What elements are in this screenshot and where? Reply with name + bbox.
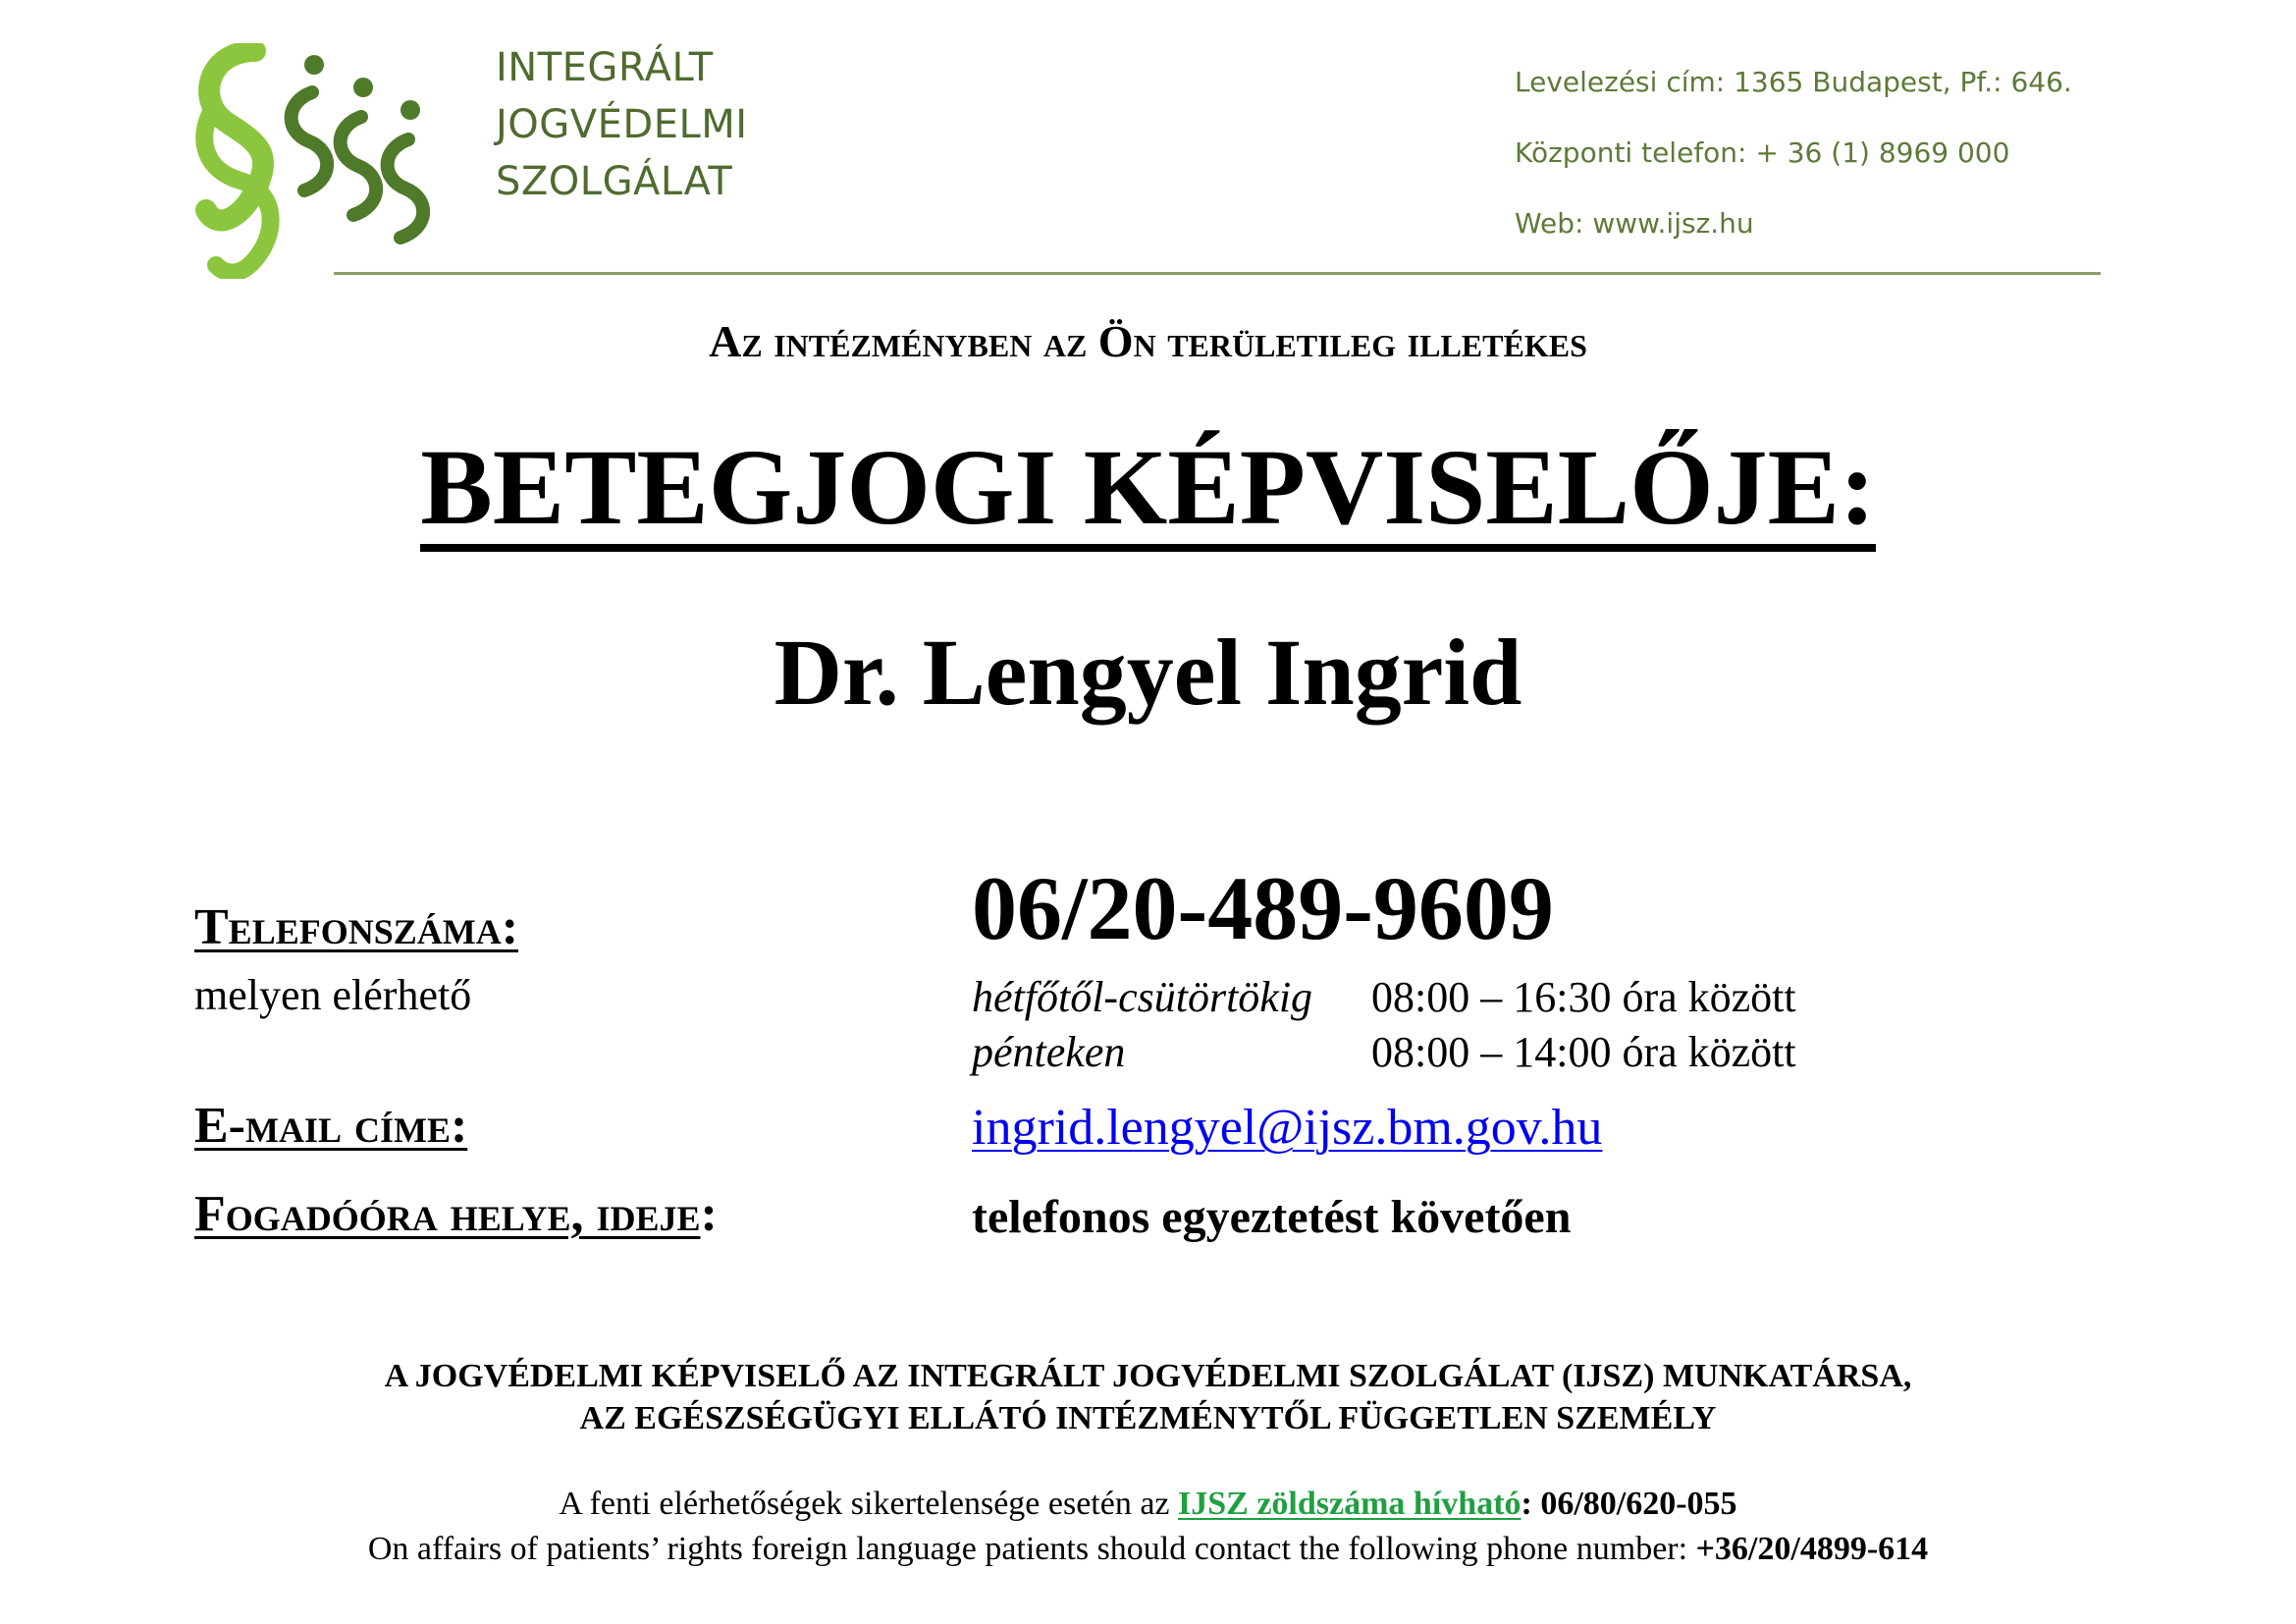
reach-label: melyen elérhető [194,971,472,1019]
fallback-number: : 06/80/620-055 [1521,1486,1737,1522]
phone-label-text: Telefonszáma: [194,899,519,955]
ijsz-logo-icon [187,43,461,279]
schedule-day-1-text: hétfőtől-csütörtökig [972,973,1313,1021]
org-name-line-1: INTEGRÁLT [496,45,714,90]
foreign-language-text: On affairs of patients’ rights foreign language patients should contact the following phone number: [367,1531,1696,1567]
website[interactable]: Web: www.ijsz.hu [1515,207,1754,240]
phone-label [194,898,518,956]
email-link[interactable]: ingrid.lengyel@ijsz.bm.gov.hu [972,1100,1603,1156]
representative-name: Dr. Lengyel Ingrid [774,620,1522,725]
mailing-address: Levelezési cím: 1365 Budapest, Pf.: 646. [1515,66,2072,98]
schedule-day-2 [972,1025,1125,1080]
fallback-line [0,1484,2296,1525]
central-phone: Központi telefon: + 36 (1) 8969 000 [1515,136,2010,169]
notice-title: BETEGJOGI KÉPVISELŐJE: [420,432,1875,552]
office-hours-value: telefonos egyeztetést követően [972,1191,1572,1243]
notice-title-wrap [0,427,2296,552]
green-number-link[interactable]: IJSZ zöldszáma hívható [1178,1486,1522,1522]
org-name [496,39,748,210]
schedule-time-1: 08:00 – 16:30 óra között [1371,973,1796,1021]
org-name-line-2: JOGVÉDELMI [496,102,748,147]
schedule-time-2: 08:00 – 14:00 óra között [1371,1028,1796,1076]
header-divider [334,272,2101,275]
schedule-day-2-text: pénteken [972,1028,1126,1076]
office-hours-label-text: Fogadóóra helye, ideje [194,1186,701,1242]
fallback-prefix: A fenti elérhetőségek sikertelensége esetén az [559,1486,1179,1522]
independence-note-line-2: AZ EGÉSZSÉGÜGYI ELLÁTÓ INTÉZMÉNYTŐL FÜGGETLEN SZEMÉLY [579,1400,1717,1436]
office-hours-label [194,1185,718,1243]
email-label-text: E-mail címe: [194,1098,468,1154]
header-contact [1515,47,2072,259]
office-hours-label-colon: : [700,1186,718,1242]
foreign-language-line [0,1529,2296,1570]
schedule-day-1 [972,970,1312,1025]
email-label [194,1097,467,1155]
foreign-language-number: +36/20/4899-614 [1695,1531,1929,1567]
independence-note-line-1: A JOGVÉDELMI KÉPVISELŐ AZ INTEGRÁLT JOGVÉDELMI SZOLGÁLAT (IJSZ) MUNKATÁRSA, [384,1358,1912,1394]
notice-subtitle: Az intézményben az Ön területileg illetékes [709,316,1587,366]
phone-number[interactable]: 06/20-489-9609 [972,858,1554,958]
org-name-line-3: SZOLGÁLAT [496,159,733,204]
